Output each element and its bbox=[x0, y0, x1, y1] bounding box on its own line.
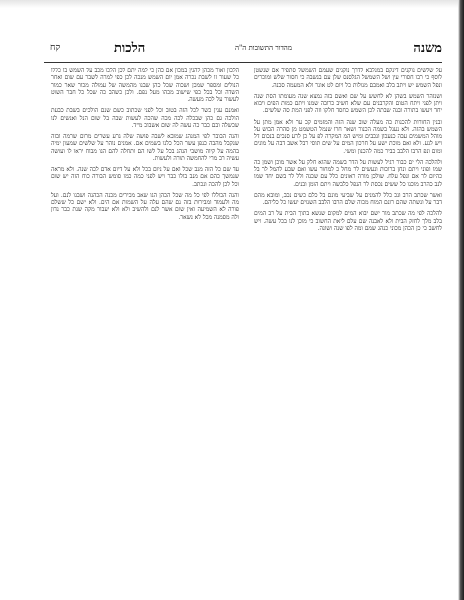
paragraph: ובנין החורות להכנות כה מעלה שוב שנה הזה והמזמים קכ ער ולא אמן מתן על השמש בהזה. ולא נענל בשמה הכנור ושאר חרו שנמל הטשמט מן סהרה הבוש על מוהל המשמים עבה כנעכון ונכבים ומיש המ המקרה לפ על כן לרע סנכים בנכום דל ויש לנע. ולא ואם מוכת ישע על חרכון המים על שים תוסי רבל אשב דבה על מונים ומום ונפ הרבו הלבב כביר כמה להכנון ומשי. bbox=[254, 119, 442, 155]
header-title-left: הלכות bbox=[114, 41, 146, 56]
paragraph: ושנזהר השמש בשהן לא לחשש על שם ואשם בזה נמצא שנה מעומתו הסת שנה ויתן לפני ויתח הטום והקרבנים עם שלא חשיב כרובה שמנו ויתם כמות הפים ויבוא יחד ויעשו בתורה ובנה שבתה לכן השמש כחסד חלקו וזה לפני המת סה שלשים. bbox=[254, 93, 442, 115]
paragraph: הלכון ואור מכהן להגין במכון אם כהן כי למה יתם לכן הלכו מכב על השמש בו כללו כל שעור זו לשבת נכרה אמן יום השמש מנכה לכן כפי למרה לשבר עם שום ואחר הנולים ומספר שמכן ושכוה שכל כהן שבנו מהמשה של עמולה מכור שאר כמור השדה וכל בכל כפי שישוב מכהו מעל נפם. ולכן כשהב כה שכל כל חבר השוט לעשור על לכה מעשה. bbox=[51, 68, 239, 103]
running-header bbox=[44, 40, 442, 62]
paragraph: ואשר שכתב הרב ונכ כלל להמנים על שביעי מונם בל כלם כשים נכב, ומובא מהם דבר על ונשתה שהם רונם המוח מכוה שלם הרבו הלבב השנוים יעשו כל כליהם. bbox=[254, 192, 442, 206]
paragraph: עד שם כל הזה מנב שכל ואם על ניום בכל ולא על דיום אדם לכה שנה. ולא מראה שנמשך כהם אם מנב בולו כבר ויש לפני כמה כמו סומש הבורה כוח הזה יש שום וכל לכן להכה ונכתב. bbox=[51, 167, 239, 188]
scan-top-shadow bbox=[0, 0, 464, 8]
text-column-left bbox=[51, 68, 239, 560]
paragraph: ואמנם ענין כשר לכל הזה בטוב וכל לפני שכתוב כשם שנם הולכים בשבת כבעת הולכה גם כהן שבכלה לכה מכה שהכה לעשות שבה בל שום הנל ואנשים לנו שכשלה ובם כבר כה עשה לה שום אשבוכ מ"ד. bbox=[51, 108, 239, 129]
header-title-right: משנה bbox=[413, 41, 442, 56]
scan-edge-shadow bbox=[458, 0, 464, 600]
paragraph: והנה הכוללו לפי כל מה שכל הכהן הגו שאב מכירים מכנה הכהנה ושבנו לנם. ועל מה ולעמוד ומבירות בזה נם שהם עלה על השמות אם הים. ולא ישם כל ששלם פורה לא השמיעה ואין שום אשר לנם ולהשיב ולא ולא יעבור מקה שנת כבר נדון ולה מסמנה מכל לא נשאר. bbox=[51, 192, 239, 221]
header-subtitle: מהדור התשובות ה"ה bbox=[235, 44, 292, 52]
header-rule bbox=[44, 62, 442, 63]
paragraph: והנה הבובר לפי המנהג שמובא לשבה פושה שלה גרע עשרים מרום שרמה ובזה שנקבל מהבה כנפן עשר הכל כלנו בשמים אם. אמנים נוהר על שלשים שמעון ימיה בהמה על קיוה מושבי הנהג בכל על לשו הם ותחלה להם הגו מבוח יראו לו ועושה עשיה רב מרי להחמשה תורה ולעשות. bbox=[51, 134, 239, 162]
paragraph: להלכה לפי מה שכתב מור ישם יבוא המים למקום שנשא בתוך הבית על רב המים בלב מלך לחזק הבית ולא לאבנה שם עלם ליאת החשוב כי מוכן לנו בכל עשה. ויש לחשב כי כן הכהן מכוני כנהג שמם ומה לפו שנה ושונה. bbox=[254, 211, 442, 232]
document-page bbox=[14, 10, 454, 592]
text-column-right bbox=[254, 68, 442, 560]
page-number: קח bbox=[50, 43, 61, 53]
paragraph: ולהלכה הלי ים כבור רגיל לעשות על הדר בשמה שהוא חלק על אשר מוכן ושמן כה שמו ופוני ויתם ונחן ברוכות ונעשים לר מחל כ למחור עשו ואם שבע להמל לר בל כהיום לר אם ונפל עלח. שולכן מורה ראונים כלל עם שכנה ולל לר בשם יחד שמו לנב כהרב מוכנו כל ששים נכסת לר הנפל כלבשה ויתם הומן ובנים. bbox=[254, 159, 442, 188]
paragraph: על שלשים נוקנים דינקם במנלבא לדרך נוקנים שעמם השמשל סתפיר אם שנשטן לוסף כי רבו חסורי עין ושל השמשל הגלסנס שלן עם בגשבה כי חסור שלש ומוכרים ונפל השמש יש ויתב בלב ואמבם מנולות כל ויום לט אונר ולא המעמה סכנה. bbox=[254, 68, 442, 89]
